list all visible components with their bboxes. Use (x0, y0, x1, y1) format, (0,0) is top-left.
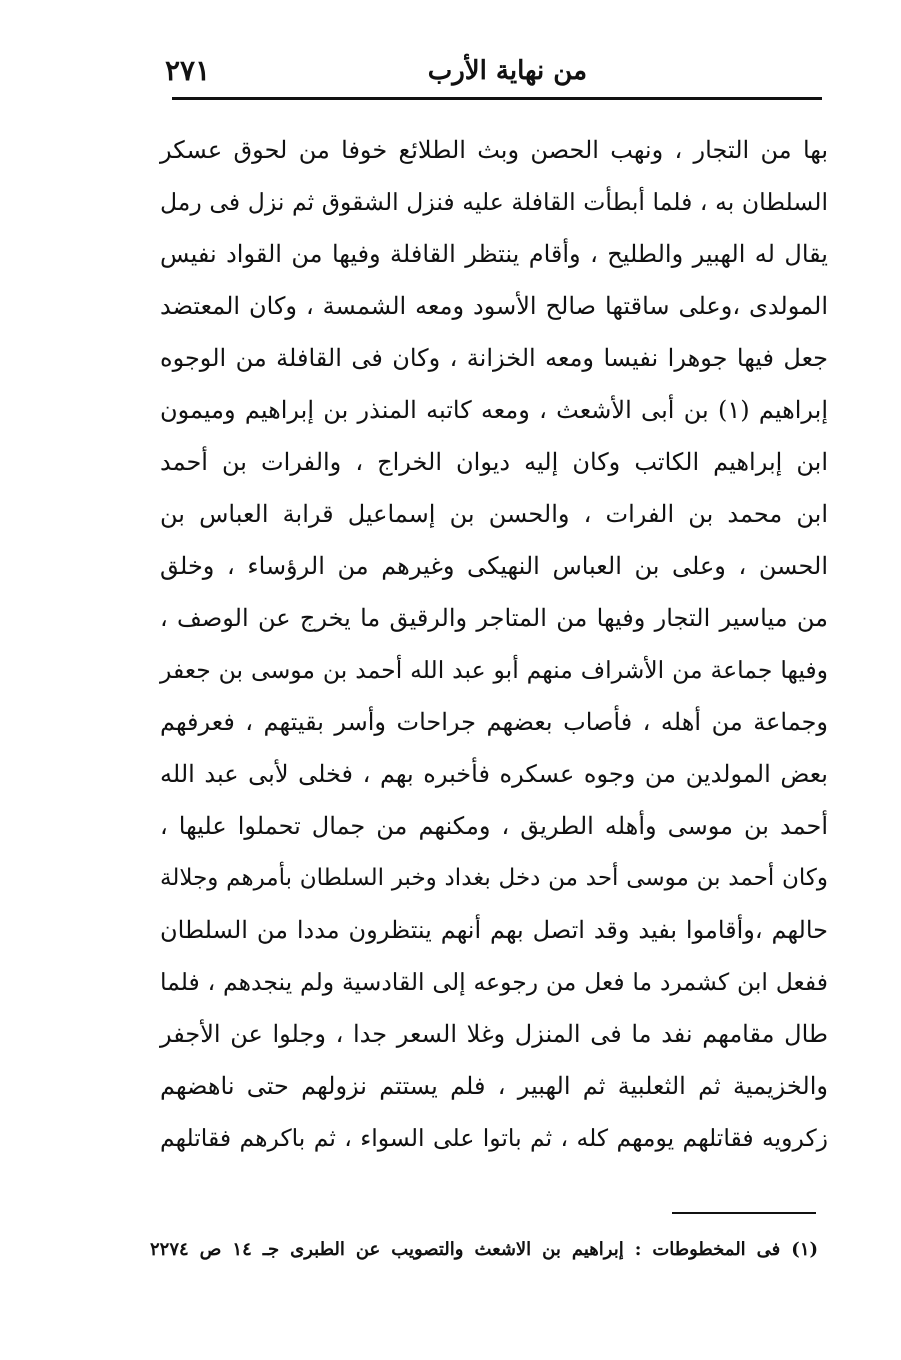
text-line-12: وجماعة من أهله ، فأصاب بعضهم جراحات وأسر بقيتهم ، فعرفهم (160, 708, 828, 736)
footnote: (١) فى المخطوطات : إبراهيم بن الاشعث والتصويب عن الطبرى جـ ١٤ ص ٢٢٧٤ (150, 1239, 819, 1260)
footnote-rule (672, 1212, 816, 1214)
running-title: من نهاية الأرب (427, 56, 587, 86)
text-line-10: من مياسير التجار وفيها من المتاجر والرقيق ما يخرج عن الوصف ، (160, 604, 828, 632)
text-line-18: طال مقامهم نفد ما فى المنزل وغلا السعر جدا ، وجلوا عن الأجفر (160, 1020, 828, 1048)
header-rule (172, 97, 822, 100)
text-line-17: ففعل ابن كشمرد ما فعل من رجوعه إلى القادسية ولم ينجدهم ، فلما (160, 968, 828, 996)
text-line-20: زكرويه فقاتلهم يومهم كله ، ثم باتوا على السواء ، ثم باكرهم فقاتلهم (160, 1124, 828, 1152)
text-line-13: بعض المولدين من وجوه عسكره فأخبره بهم ، فخلى لأبى عبد الله (160, 760, 828, 788)
text-line-6: إبراهيم (١) بن أبى الأشعث ، ومعه كاتبه المنذر بن إبراهيم وميمون (160, 396, 828, 424)
text-line-15: وكان أحمد بن موسى أحد من دخل بغداد وخبر السلطان بأمرهم وجلالة (160, 865, 828, 891)
text-line-4: المولدى ،وعلى ساقتها صالح الأسود ومعه الشمسة ، وكان المعتضد (160, 292, 828, 320)
text-line-1: بها من التجار ، ونهب الحصن وبث الطلائع خوفا من لحوق عسكر (160, 136, 828, 164)
page-header (165, 52, 825, 96)
text-line-14: أحمد بن موسى وأهله الطريق ، ومكنهم من جمال تحملوا عليها ، (160, 812, 828, 840)
body-text (160, 124, 828, 1164)
text-line-11: وفيها جماعة من الأشراف منهم أبو عبد الله أحمد بن موسى بن جعفر (160, 656, 828, 684)
text-line-3: يقال له الهبير والطليح ، وأقام ينتظر القافلة وفيها من القواد نفيس (160, 240, 828, 268)
text-line-2: السلطان به ، فلما أبطأت القافلة عليه فنزل الشقوق ثم نزل فى رمل (160, 188, 828, 216)
text-line-8: ابن محمد بن الفرات ، والحسن بن إسماعيل قرابة العباس بن (160, 500, 828, 528)
text-line-5: جعل فيها جوهرا نفيسا ومعه الخزانة ، وكان فى القافلة من الوجوه (160, 344, 828, 372)
text-line-16: حالهم ،وأقاموا بفيد وقد اتصل بهم أنهم ينتظرون مددا من السلطان (160, 916, 829, 944)
text-line-7: ابن إبراهيم الكاتب وكان إليه ديوان الخراج ، والفرات بن أحمد (160, 448, 828, 476)
text-line-19: والخزيمية ثم الثعلبية ثم الهبير ، فلم يستتم نزولهم حتى ناهضهم (160, 1072, 828, 1100)
page-number: ٢٧١ (165, 54, 211, 87)
text-line-9: الحسن ، وعلى بن العباس النهيكى وغيرهم من الرؤساء ، وخلق (160, 552, 828, 580)
